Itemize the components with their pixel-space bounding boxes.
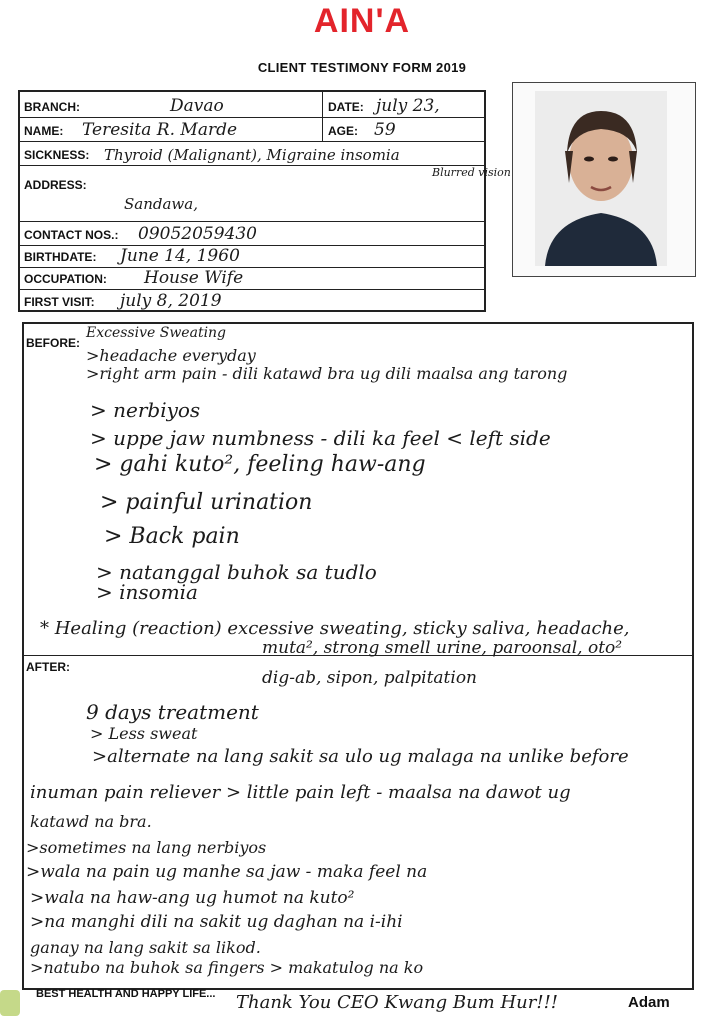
branch-row [20,92,484,118]
healing-note: muta², strong smell urine, paroonsal, oto² [262,638,623,658]
birthdate-label: BIRTHDATE: [24,250,97,264]
healing-note: * Healing (reaction) excessive sweating, sticky saliva, headache, [40,618,630,639]
sickness-extra: Blurred vision [432,166,511,179]
age-value: 59 [374,120,396,140]
address-row [20,166,511,222]
date-label: DATE: [328,100,364,114]
after-label: AFTER: [26,660,70,674]
after-line: >na manghi dili na sakit ug daghan na i-ihi [30,912,403,932]
thank-you-note: Thank You CEO Kwang Bum Hur!!! [236,992,559,1013]
before-label: BEFORE: [26,336,80,350]
birthdate-row [20,246,484,268]
first-visit-value: july 8, 2019 [120,291,222,311]
name-row [20,118,484,142]
contact-row [20,222,484,246]
contact-label: CONTACT NOS.: [24,228,119,242]
before-line: > natanggal buhok sa tudlo [96,560,377,584]
footer-label: BEST HEALTH AND HAPPY LIFE... [36,988,216,1000]
before-line: > nerbiyos [90,398,201,422]
healing-note: dig-ab, sipon, palpitation [262,668,477,688]
after-line: >wala na haw-ang ug humot na kuto² [30,888,355,908]
before-line: > painful urination [100,490,313,515]
name-label: NAME: [24,124,64,138]
before-line: > insomia [96,580,198,604]
before-line: > gahi kuto², feeling haw-ang [94,452,426,477]
before-line: >right arm pain - dili katawd bra ug dili maalsa ang tarong [86,364,568,383]
after-line: katawd na bra. [30,812,152,831]
before-line: > Back pain [104,524,240,549]
form-title: CLIENT TESTIMONY FORM 2019 [257,60,467,75]
branch-label: BRANCH: [24,100,80,114]
occupation-value: House Wife [144,268,244,288]
after-line: 9 days treatment [86,700,259,724]
sickness-value: Thyroid (Malignant), Migraine insomia [104,146,400,164]
brand-logo: AIN'A [313,2,411,40]
after-line: >sometimes na lang nerbiyos [26,838,267,857]
client-photo [535,91,667,266]
after-line: ganay na lang sakit sa likod. [30,938,261,957]
after-line: >wala na pain ug manhe sa jaw - maka feel na [26,862,428,882]
before-line: > uppe jaw numbness - dili ka feel < left side [90,426,551,450]
after-line: >alternate na lang sakit sa ulo ug malaga na unlike before [92,746,629,767]
signature: Adam [628,994,670,1011]
age-label: AGE: [328,124,358,138]
birthdate-value: June 14, 1960 [120,246,240,266]
occupation-label: OCCUPATION: [24,272,107,286]
before-line: >headache everyday [86,346,256,365]
client-info-box [18,90,511,312]
after-line: inuman pain reliever > little pain left - maalsa na dawot ug [30,782,571,803]
client-photo-frame [512,82,696,277]
occupation-row [20,268,484,290]
address-label: ADDRESS: [24,178,87,192]
branch-value: Davao [170,96,224,116]
name-value: Teresita R. Marde [82,120,238,140]
first-visit-label: FIRST VISIT: [24,295,95,309]
first-visit-row [20,290,484,312]
after-line: >natubo na buhok sa fingers > makatulog na ko [30,958,424,977]
contact-value: 09052059430 [138,224,257,244]
after-line: > Less sweat [90,724,198,743]
sickness-label: SICKNESS: [24,148,90,162]
green-mark [0,990,20,1016]
sickness-row [20,142,484,166]
date-value: july 23, [376,96,440,116]
before-line: Excessive Sweating [86,325,227,341]
address-value: Sandawa, [124,195,198,213]
